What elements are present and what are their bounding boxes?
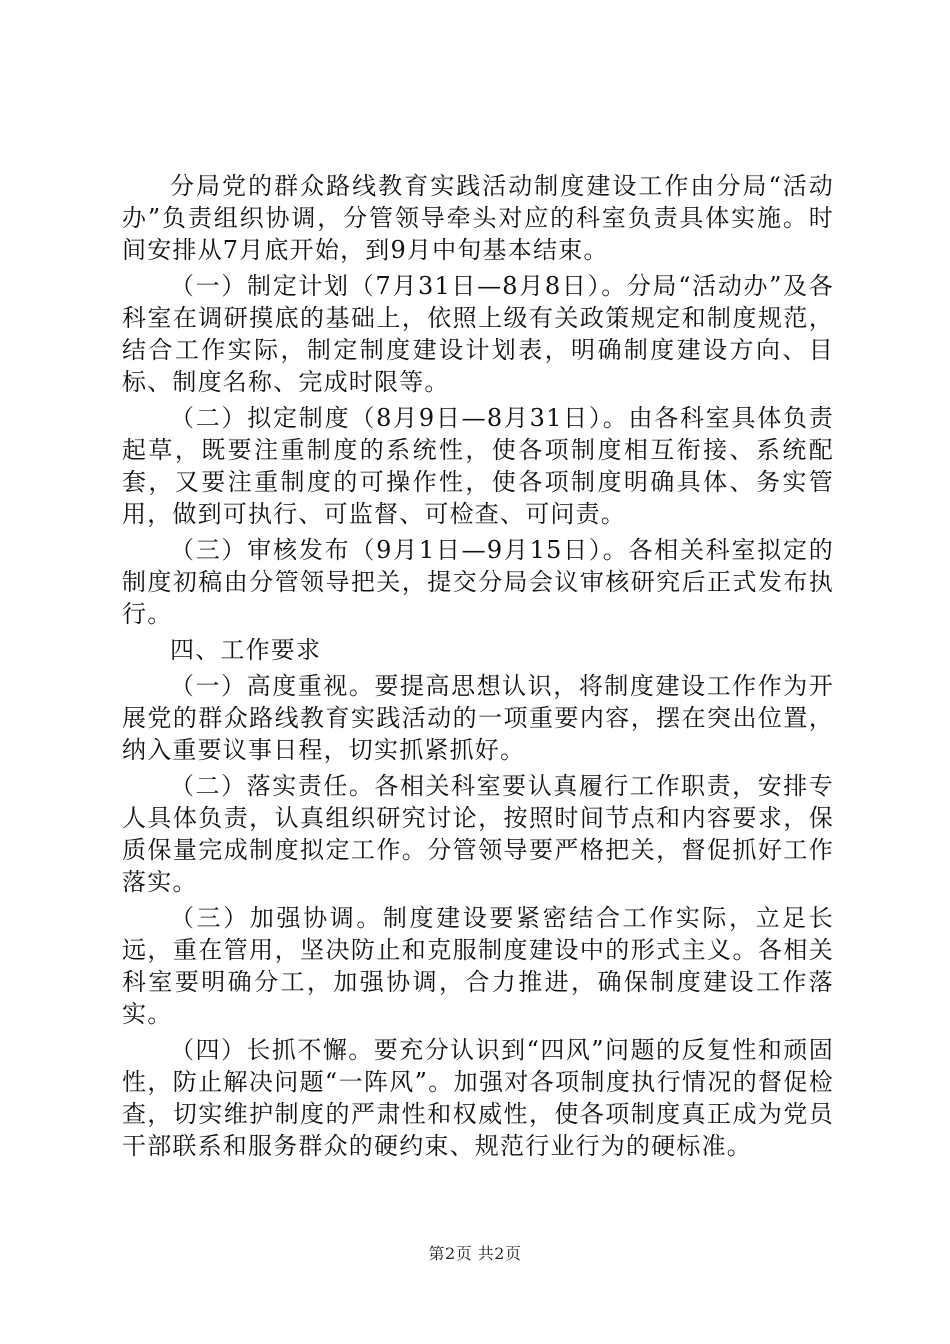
section-heading-requirements: 四、工作要求 [170,636,322,664]
page-number-footer: 第2页 共2页 [428,1244,522,1263]
paragraph-responsibility: （二）落实责任。各相关科室要认真履行工作职责，安排专人具体负责，认真组织研究讨论，按照时间节点和内容要求，保质保量完成制度拟定工作。分管领导要严格把关，督促抓好工作落实。 [122,772,834,896]
paragraph-coordination: （三）加强协调。制度建设要紧密结合工作实际，立足长远，重在管用，坚决防止和克服制度建设中的形式主义。各相关科室要明确分工，加强协调，合力推进，确保制度建设工作落实。 [122,904,834,1028]
paragraph-attention: （一）高度重视。要提高思想认识，将制度建设工作作为开展党的群众路线教育实践活动的一项重要内容，摆在突出位置，纳入重要议事日程，切实抓紧抓好。 [122,672,834,764]
paragraph-draft: （二）拟定制度（8月9日—8月31日）。由各科室具体负责起草，既要注重制度的系统性，使各项制度相互衔接、系统配套，又要注重制度的可操作性，使各项制度明确具体、务实管用，做到可执行、可监督、可检查、可问责。 [122,404,834,528]
document-body [122,170,834,1166]
paragraph-review: （三）审核发布（9月1日—9月15日）。各相关科室拟定的制度初稿由分管领导把关，提交分局会议审核研究后正式发布执行。 [122,536,834,628]
paragraph-intro: 分局党的群众路线教育实践活动制度建设工作由分局“活动办”负责组织协调，分管领导牵头对应的科室负责具体实施。时间安排从7月底开始，到9月中旬基本结束。 [122,172,834,264]
paragraph-plan: （一）制定计划（7月31日—8月8日）。分局“活动办”及各科室在调研摸底的基础上，依照上级有关政策规定和制度规范，结合工作实际，制定制度建设计划表，明确制度建设方向、目标、制度名称、完成时限等。 [122,272,834,396]
paragraph-persistence: （四）长抓不懈。要充分认识到“四风”问题的反复性和顽固性，防止解决问题“一阵风”。加强对各项制度执行情况的督促检查，切实维护制度的严肃性和权威性，使各项制度真正成为党员干部联系和服务群众的硬约束、规范行业行为的硬标准。 [122,1036,834,1160]
